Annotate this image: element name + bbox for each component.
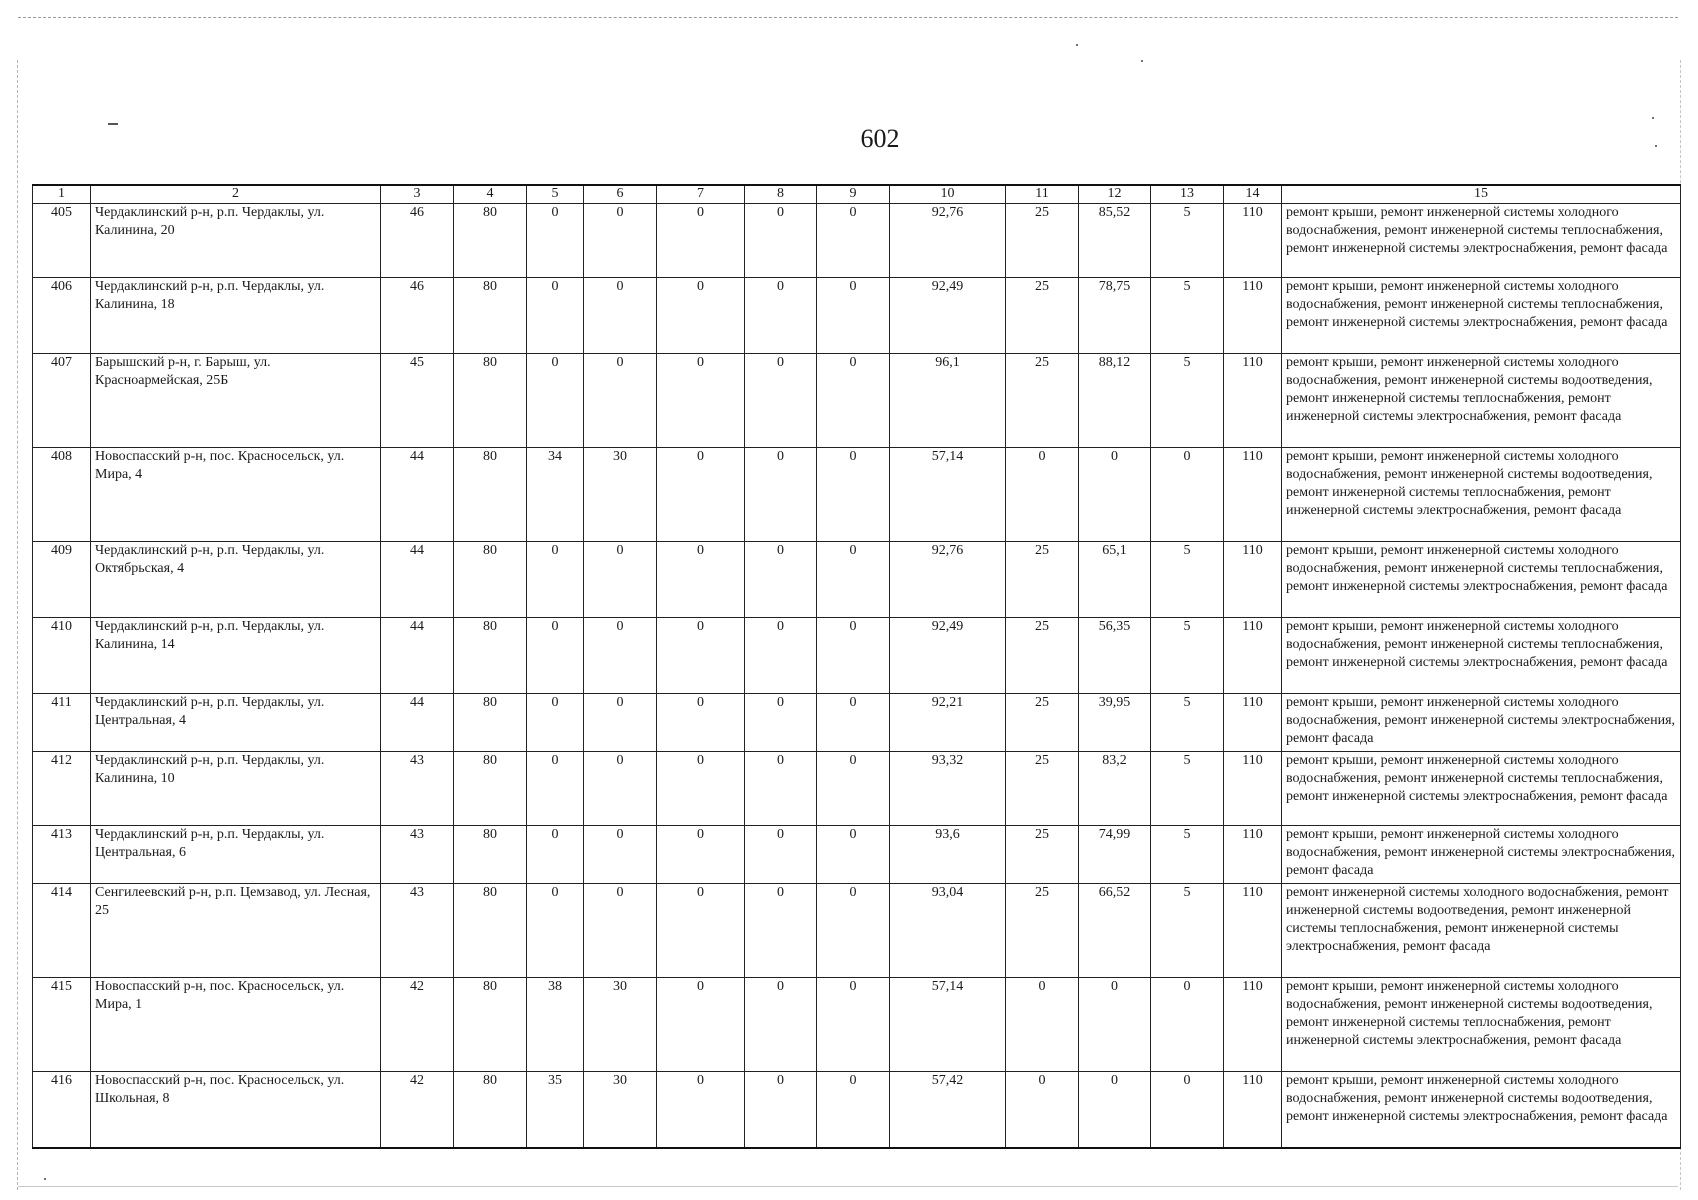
value-cell: 0 xyxy=(817,448,890,542)
value-cell: 110 xyxy=(1224,618,1282,694)
value-cell: 0 xyxy=(657,618,745,694)
value-cell: 0 xyxy=(584,354,657,448)
value-cell: 0 xyxy=(527,618,584,694)
works-cell: ремонт крыши, ремонт инженерной системы холодного водоснабжения, ремонт инженерной системы теплоснабжения, ремонт инженерной системы электроснабжения, ремонт фасада xyxy=(1282,618,1681,694)
value-cell: 30 xyxy=(584,1072,657,1148)
value-cell: 45 xyxy=(381,354,454,448)
value-cell: 93,6 xyxy=(890,826,1006,884)
value-cell: 110 xyxy=(1224,542,1282,618)
value-cell: 93,04 xyxy=(890,884,1006,978)
repair-program-table xyxy=(32,184,1681,1149)
address-cell: Чердаклинский р-н, р.п. Чердаклы, ул. Калинина, 20 xyxy=(91,204,381,278)
address-cell: Барышский р-н, г. Барыш, ул. Красноармейская, 25Б xyxy=(91,354,381,448)
value-cell: 57,14 xyxy=(890,448,1006,542)
value-cell: 92,21 xyxy=(890,694,1006,752)
scan-speck xyxy=(1652,117,1654,119)
value-cell: 92,76 xyxy=(890,542,1006,618)
value-cell: 0 xyxy=(817,278,890,354)
row-number: 411 xyxy=(33,694,91,752)
value-cell: 42 xyxy=(381,978,454,1072)
value-cell: 88,12 xyxy=(1079,354,1151,448)
value-cell: 80 xyxy=(454,884,527,978)
value-cell: 110 xyxy=(1224,826,1282,884)
value-cell: 0 xyxy=(745,278,817,354)
value-cell: 34 xyxy=(527,448,584,542)
row-number: 408 xyxy=(33,448,91,542)
row-number: 415 xyxy=(33,978,91,1072)
col-header-15: 15 xyxy=(1282,185,1681,204)
value-cell: 0 xyxy=(745,204,817,278)
value-cell: 0 xyxy=(745,752,817,826)
value-cell: 43 xyxy=(381,752,454,826)
scan-edge-bottom xyxy=(18,1186,1678,1187)
works-cell: ремонт крыши, ремонт инженерной системы холодного водоснабжения, ремонт инженерной системы электроснабжения, ремонт фасада xyxy=(1282,694,1681,752)
row-number: 406 xyxy=(33,278,91,354)
works-cell: ремонт крыши, ремонт инженерной системы холодного водоснабжения, ремонт инженерной системы водоотведения, ремонт инженерной системы теплоснабжения, ремонт инженерной системы электроснабжения, ремонт фасада xyxy=(1282,978,1681,1072)
value-cell: 92,76 xyxy=(890,204,1006,278)
value-cell: 25 xyxy=(1006,826,1079,884)
value-cell: 110 xyxy=(1224,1072,1282,1148)
value-cell: 0 xyxy=(527,278,584,354)
value-cell: 0 xyxy=(817,884,890,978)
value-cell: 110 xyxy=(1224,694,1282,752)
value-cell: 5 xyxy=(1151,618,1224,694)
address-cell: Чердаклинский р-н, р.п. Чердаклы, ул. Калинина, 10 xyxy=(91,752,381,826)
value-cell: 0 xyxy=(817,542,890,618)
scan-speck xyxy=(1655,145,1657,147)
value-cell: 25 xyxy=(1006,694,1079,752)
value-cell: 42 xyxy=(381,1072,454,1148)
col-header-13: 13 xyxy=(1151,185,1224,204)
col-header-7: 7 xyxy=(657,185,745,204)
value-cell: 80 xyxy=(454,1072,527,1148)
scan-edge-left xyxy=(17,60,18,1190)
value-cell: 80 xyxy=(454,694,527,752)
value-cell: 43 xyxy=(381,884,454,978)
value-cell: 39,95 xyxy=(1079,694,1151,752)
table-row xyxy=(33,278,1681,354)
value-cell: 65,1 xyxy=(1079,542,1151,618)
value-cell: 110 xyxy=(1224,204,1282,278)
value-cell: 110 xyxy=(1224,448,1282,542)
address-cell: Чердаклинский р-н, р.п. Чердаклы, ул. Центральная, 4 xyxy=(91,694,381,752)
value-cell: 78,75 xyxy=(1079,278,1151,354)
value-cell: 0 xyxy=(584,278,657,354)
works-cell: ремонт крыши, ремонт инженерной системы холодного водоснабжения, ремонт инженерной системы теплоснабжения, ремонт инженерной системы электроснабжения, ремонт фасада xyxy=(1282,752,1681,826)
address-cell: Чердаклинский р-н, р.п. Чердаклы, ул. Калинина, 18 xyxy=(91,278,381,354)
value-cell: 0 xyxy=(1006,448,1079,542)
value-cell: 0 xyxy=(745,618,817,694)
value-cell: 0 xyxy=(527,354,584,448)
value-cell: 25 xyxy=(1006,542,1079,618)
col-header-12: 12 xyxy=(1079,185,1151,204)
value-cell: 0 xyxy=(584,618,657,694)
col-header-10: 10 xyxy=(890,185,1006,204)
value-cell: 57,14 xyxy=(890,978,1006,1072)
value-cell: 0 xyxy=(657,448,745,542)
value-cell: 0 xyxy=(657,204,745,278)
value-cell: 44 xyxy=(381,448,454,542)
value-cell: 0 xyxy=(745,884,817,978)
col-header-8: 8 xyxy=(745,185,817,204)
value-cell: 74,99 xyxy=(1079,826,1151,884)
value-cell: 110 xyxy=(1224,278,1282,354)
scan-edge-top xyxy=(18,17,1678,18)
value-cell: 43 xyxy=(381,826,454,884)
value-cell: 0 xyxy=(584,694,657,752)
value-cell: 85,52 xyxy=(1079,204,1151,278)
value-cell: 92,49 xyxy=(890,618,1006,694)
col-header-4: 4 xyxy=(454,185,527,204)
value-cell: 25 xyxy=(1006,752,1079,826)
table-row xyxy=(33,1072,1681,1148)
value-cell: 56,35 xyxy=(1079,618,1151,694)
value-cell: 5 xyxy=(1151,204,1224,278)
col-header-1: 1 xyxy=(33,185,91,204)
value-cell: 0 xyxy=(745,354,817,448)
value-cell: 0 xyxy=(817,204,890,278)
value-cell: 44 xyxy=(381,618,454,694)
value-cell: 110 xyxy=(1224,354,1282,448)
value-cell: 0 xyxy=(745,1072,817,1148)
value-cell: 0 xyxy=(817,694,890,752)
value-cell: 0 xyxy=(1151,978,1224,1072)
value-cell: 5 xyxy=(1151,542,1224,618)
row-number: 416 xyxy=(33,1072,91,1148)
value-cell: 0 xyxy=(657,354,745,448)
value-cell: 0 xyxy=(817,752,890,826)
value-cell: 80 xyxy=(454,204,527,278)
value-cell: 25 xyxy=(1006,884,1079,978)
value-cell: 44 xyxy=(381,542,454,618)
col-header-6: 6 xyxy=(584,185,657,204)
value-cell: 46 xyxy=(381,278,454,354)
table-row xyxy=(33,204,1681,278)
scan-speck xyxy=(108,123,118,125)
value-cell: 57,42 xyxy=(890,1072,1006,1148)
value-cell: 0 xyxy=(745,978,817,1072)
value-cell: 0 xyxy=(657,278,745,354)
value-cell: 5 xyxy=(1151,752,1224,826)
works-cell: ремонт крыши, ремонт инженерной системы холодного водоснабжения, ремонт инженерной системы электроснабжения, ремонт фасада xyxy=(1282,826,1681,884)
value-cell: 0 xyxy=(584,204,657,278)
works-cell: ремонт крыши, ремонт инженерной системы холодного водоснабжения, ремонт инженерной системы теплоснабжения, ремонт инженерной системы электроснабжения, ремонт фасада xyxy=(1282,542,1681,618)
value-cell: 0 xyxy=(527,752,584,826)
value-cell: 0 xyxy=(1079,1072,1151,1148)
value-cell: 5 xyxy=(1151,884,1224,978)
value-cell: 66,52 xyxy=(1079,884,1151,978)
address-cell: Чердаклинский р-н, р.п. Чердаклы, ул. Калинина, 14 xyxy=(91,618,381,694)
value-cell: 0 xyxy=(817,618,890,694)
works-cell: ремонт инженерной системы холодного водоснабжения, ремонт инженерной системы водоотведения, ремонт инженерной системы теплоснабжения, ремонт инженерной системы электроснабжения, ремонт фасада xyxy=(1282,884,1681,978)
table-row xyxy=(33,884,1681,978)
value-cell: 80 xyxy=(454,618,527,694)
scan-speck xyxy=(1076,44,1078,46)
col-header-5: 5 xyxy=(527,185,584,204)
col-header-11: 11 xyxy=(1006,185,1079,204)
works-cell: ремонт крыши, ремонт инженерной системы холодного водоснабжения, ремонт инженерной системы водоотведения, ремонт инженерной системы теплоснабжения, ремонт инженерной системы электроснабжения, ремонт фасада xyxy=(1282,448,1681,542)
value-cell: 0 xyxy=(1006,1072,1079,1148)
value-cell: 0 xyxy=(657,978,745,1072)
row-number: 409 xyxy=(33,542,91,618)
value-cell: 0 xyxy=(657,542,745,618)
value-cell: 0 xyxy=(817,1072,890,1148)
address-cell: Сенгилеевский р-н, р.п. Цемзавод, ул. Лесная, 25 xyxy=(91,884,381,978)
value-cell: 0 xyxy=(527,694,584,752)
value-cell: 35 xyxy=(527,1072,584,1148)
value-cell: 0 xyxy=(657,1072,745,1148)
address-cell: Новоспасский р-н, пос. Красносельск, ул. Мира, 1 xyxy=(91,978,381,1072)
value-cell: 0 xyxy=(817,826,890,884)
value-cell: 0 xyxy=(745,694,817,752)
value-cell: 110 xyxy=(1224,978,1282,1072)
address-cell: Новоспасский р-н, пос. Красносельск, ул. Школьная, 8 xyxy=(91,1072,381,1148)
address-cell: Новоспасский р-н, пос. Красносельск, ул. Мира, 4 xyxy=(91,448,381,542)
value-cell: 80 xyxy=(454,542,527,618)
value-cell: 25 xyxy=(1006,278,1079,354)
table-row xyxy=(33,978,1681,1072)
row-number: 407 xyxy=(33,354,91,448)
value-cell: 0 xyxy=(527,204,584,278)
works-cell: ремонт крыши, ремонт инженерной системы холодного водоснабжения, ремонт инженерной системы водоотведения, ремонт инженерной системы теплоснабжения, ремонт инженерной системы электроснабжения, ремонт фасада xyxy=(1282,354,1681,448)
value-cell: 0 xyxy=(745,448,817,542)
value-cell: 96,1 xyxy=(890,354,1006,448)
table-row xyxy=(33,542,1681,618)
value-cell: 0 xyxy=(584,542,657,618)
value-cell: 25 xyxy=(1006,618,1079,694)
value-cell: 44 xyxy=(381,694,454,752)
value-cell: 0 xyxy=(584,752,657,826)
value-cell: 0 xyxy=(745,826,817,884)
table-row xyxy=(33,826,1681,884)
table-row xyxy=(33,752,1681,826)
value-cell: 30 xyxy=(584,448,657,542)
page-number: 602 xyxy=(860,124,900,153)
row-number: 414 xyxy=(33,884,91,978)
row-number: 410 xyxy=(33,618,91,694)
address-cell: Чердаклинский р-н, р.п. Чердаклы, ул. Центральная, 6 xyxy=(91,826,381,884)
value-cell: 5 xyxy=(1151,278,1224,354)
value-cell: 0 xyxy=(1151,448,1224,542)
value-cell: 0 xyxy=(527,542,584,618)
value-cell: 0 xyxy=(1151,1072,1224,1148)
value-cell: 93,32 xyxy=(890,752,1006,826)
value-cell: 0 xyxy=(817,354,890,448)
col-header-2: 2 xyxy=(91,185,381,204)
value-cell: 5 xyxy=(1151,694,1224,752)
value-cell: 110 xyxy=(1224,752,1282,826)
value-cell: 110 xyxy=(1224,884,1282,978)
value-cell: 0 xyxy=(817,978,890,1072)
value-cell: 80 xyxy=(454,448,527,542)
value-cell: 30 xyxy=(584,978,657,1072)
value-cell: 0 xyxy=(1079,978,1151,1072)
value-cell: 25 xyxy=(1006,354,1079,448)
value-cell: 80 xyxy=(454,826,527,884)
scan-speck xyxy=(1141,60,1143,62)
value-cell: 92,49 xyxy=(890,278,1006,354)
table-row xyxy=(33,618,1681,694)
works-cell: ремонт крыши, ремонт инженерной системы холодного водоснабжения, ремонт инженерной системы теплоснабжения, ремонт инженерной системы электроснабжения, ремонт фасада xyxy=(1282,278,1681,354)
col-header-14: 14 xyxy=(1224,185,1282,204)
table-row xyxy=(33,694,1681,752)
value-cell: 0 xyxy=(1079,448,1151,542)
address-cell: Чердаклинский р-н, р.п. Чердаклы, ул. Октябрьская, 4 xyxy=(91,542,381,618)
value-cell: 0 xyxy=(657,752,745,826)
value-cell: 80 xyxy=(454,354,527,448)
table-row xyxy=(33,354,1681,448)
works-cell: ремонт крыши, ремонт инженерной системы холодного водоснабжения, ремонт инженерной системы водоотведения, ремонт инженерной системы электроснабжения, ремонт фасада xyxy=(1282,1072,1681,1148)
value-cell: 80 xyxy=(454,752,527,826)
col-header-3: 3 xyxy=(381,185,454,204)
value-cell: 46 xyxy=(381,204,454,278)
value-cell: 0 xyxy=(584,884,657,978)
value-cell: 0 xyxy=(657,826,745,884)
value-cell: 25 xyxy=(1006,204,1079,278)
col-header-9: 9 xyxy=(817,185,890,204)
value-cell: 0 xyxy=(657,694,745,752)
row-number: 413 xyxy=(33,826,91,884)
value-cell: 0 xyxy=(745,542,817,618)
table-row xyxy=(33,448,1681,542)
value-cell: 0 xyxy=(1006,978,1079,1072)
row-number: 412 xyxy=(33,752,91,826)
works-cell: ремонт крыши, ремонт инженерной системы холодного водоснабжения, ремонт инженерной системы теплоснабжения, ремонт инженерной системы электроснабжения, ремонт фасада xyxy=(1282,204,1681,278)
value-cell: 83,2 xyxy=(1079,752,1151,826)
value-cell: 5 xyxy=(1151,354,1224,448)
row-number: 405 xyxy=(33,204,91,278)
value-cell: 38 xyxy=(527,978,584,1072)
scan-speck xyxy=(44,1178,46,1180)
value-cell: 0 xyxy=(657,884,745,978)
value-cell: 5 xyxy=(1151,826,1224,884)
header-row xyxy=(33,185,1681,204)
value-cell: 0 xyxy=(584,826,657,884)
value-cell: 80 xyxy=(454,278,527,354)
value-cell: 0 xyxy=(527,826,584,884)
value-cell: 80 xyxy=(454,978,527,1072)
value-cell: 0 xyxy=(527,884,584,978)
